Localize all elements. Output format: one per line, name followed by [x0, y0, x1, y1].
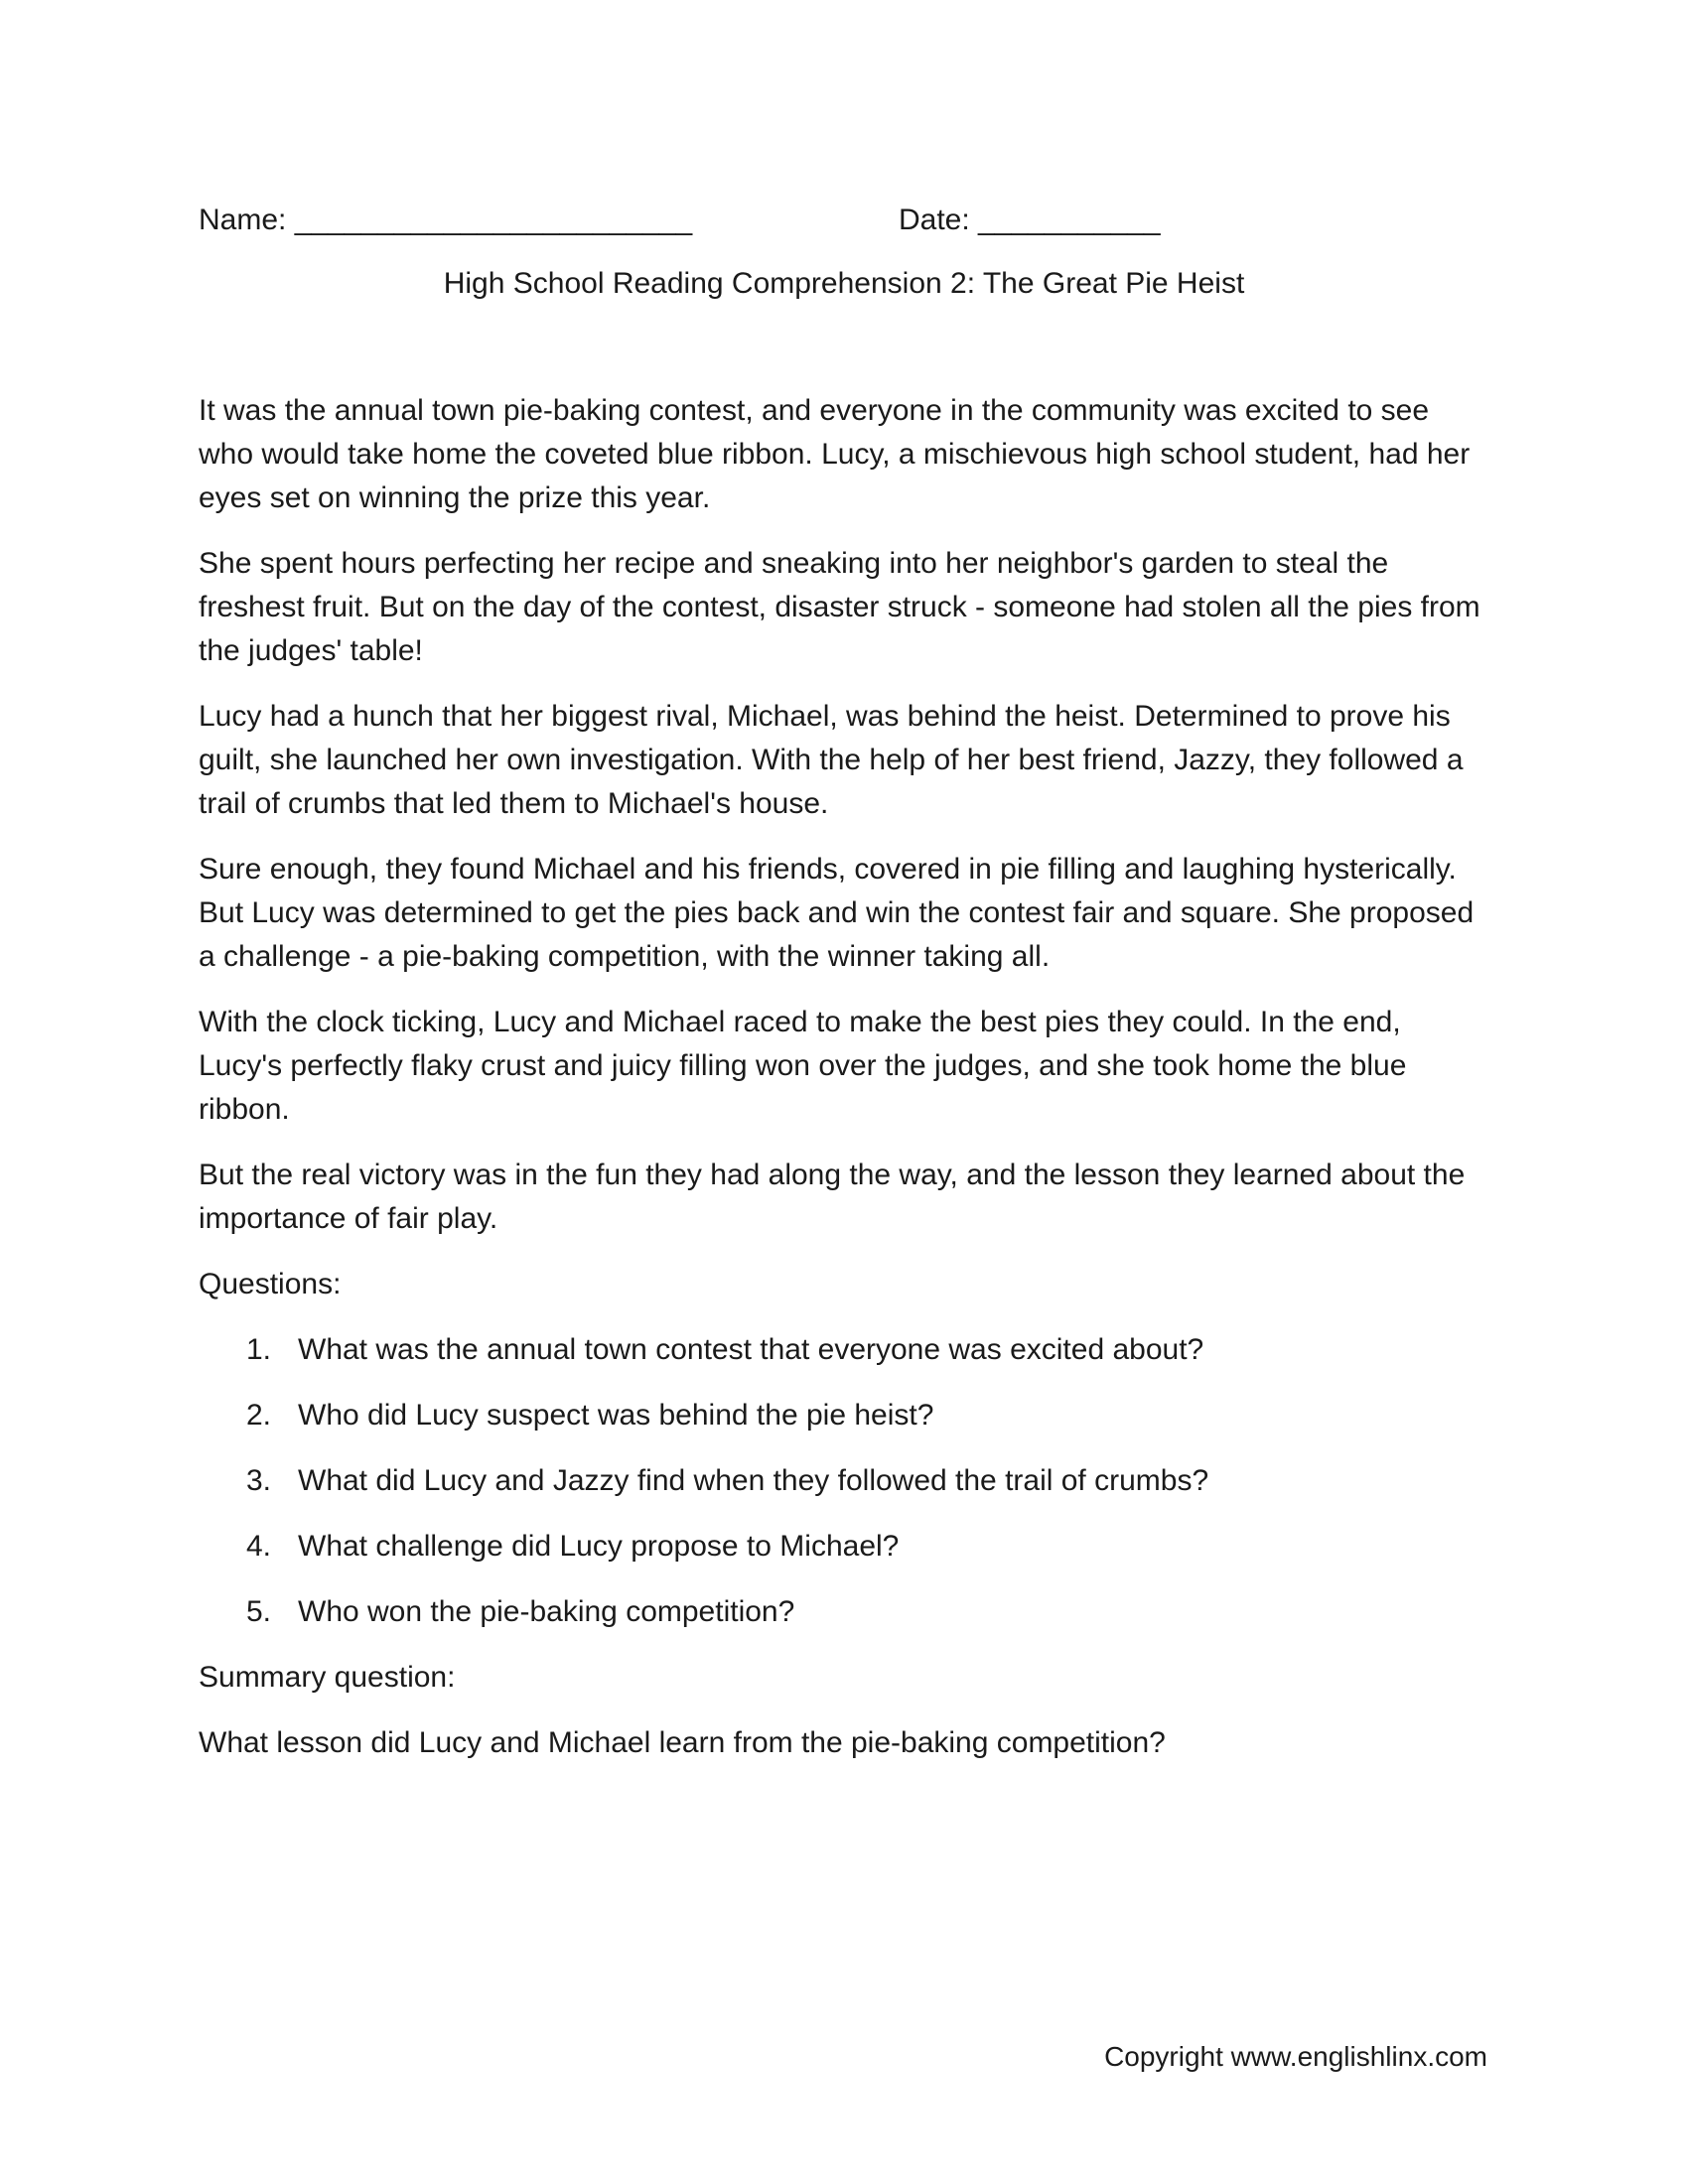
question-number: 4.	[246, 1530, 272, 1563]
question-text: What was the annual town contest that everyone was excited about?	[298, 1333, 1204, 1366]
question-item-4	[199, 1525, 1489, 1569]
story-paragraph-1: It was the annual town pie-baking contest, and everyone in the community was excited to see who would take home the coveted blue ribbon. Lucy, a mischievous high school student, had her eyes set on winning the prize this year.	[199, 394, 1471, 514]
summary-question: What lesson did Lucy and Michael learn from the pie-baking competition?	[199, 1726, 1166, 1759]
question-number: 1.	[246, 1333, 272, 1366]
story-paragraph-6: But the real victory was in the fun they had along the way, and the lesson they learned about the importance of fair play.	[199, 1159, 1466, 1235]
questions-list	[199, 1328, 1489, 1634]
question-text: What did Lucy and Jazzy find when they followed the trail of crumbs?	[298, 1464, 1209, 1497]
name-field: Name: ________________________	[199, 204, 693, 236]
summary-label: Summary question:	[199, 1661, 456, 1694]
question-item-1	[199, 1328, 1489, 1372]
question-text: Who won the pie-baking competition?	[298, 1595, 795, 1628]
question-item-2	[199, 1394, 1489, 1437]
question-number: 3.	[246, 1464, 272, 1497]
story-paragraph-2: She spent hours perfecting her recipe and sneaking into her neighbor's garden to steal the freshest fruit. But on the day of the contest, disaster struck - someone had stolen all the pies from the judges' table!	[199, 547, 1480, 667]
question-text: What challenge did Lucy propose to Michael?	[298, 1530, 900, 1563]
questions-label: Questions:	[199, 1268, 342, 1300]
copyright-notice: Copyright www.englishlinx.com	[1104, 2041, 1487, 2072]
story-paragraph-4: Sure enough, they found Michael and his friends, covered in pie filling and laughing hysterically. But Lucy was determined to get the pies back and win the contest fair and square. She proposed a challenge - a pie-baking competition, with the winner taking all.	[199, 853, 1475, 973]
question-text: Who did Lucy suspect was behind the pie heist?	[298, 1399, 934, 1432]
header-row	[199, 199, 1489, 242]
worksheet-body	[199, 389, 1489, 1787]
date-field: Date: ___________	[899, 204, 1161, 236]
worksheet-title: High School Reading Comprehension 2: The Great Pie Heist	[443, 267, 1245, 300]
story-paragraph-3: Lucy had a hunch that her biggest rival, Michael, was behind the heist. Determined to prove his guilt, she launched her own investigation. With the help of her best friend, Jazzy, they followed a trail of crumbs that led them to Michael's house.	[199, 700, 1464, 820]
question-number: 2.	[246, 1399, 272, 1432]
question-item-5	[199, 1590, 1489, 1634]
question-item-3	[199, 1459, 1489, 1503]
question-number: 5.	[246, 1595, 272, 1628]
story-paragraph-5: With the clock ticking, Lucy and Michael raced to make the best pies they could. In the end, Lucy's perfectly flaky crust and juicy filling won over the judges, and she took home the blue ribbon.	[199, 1006, 1407, 1126]
